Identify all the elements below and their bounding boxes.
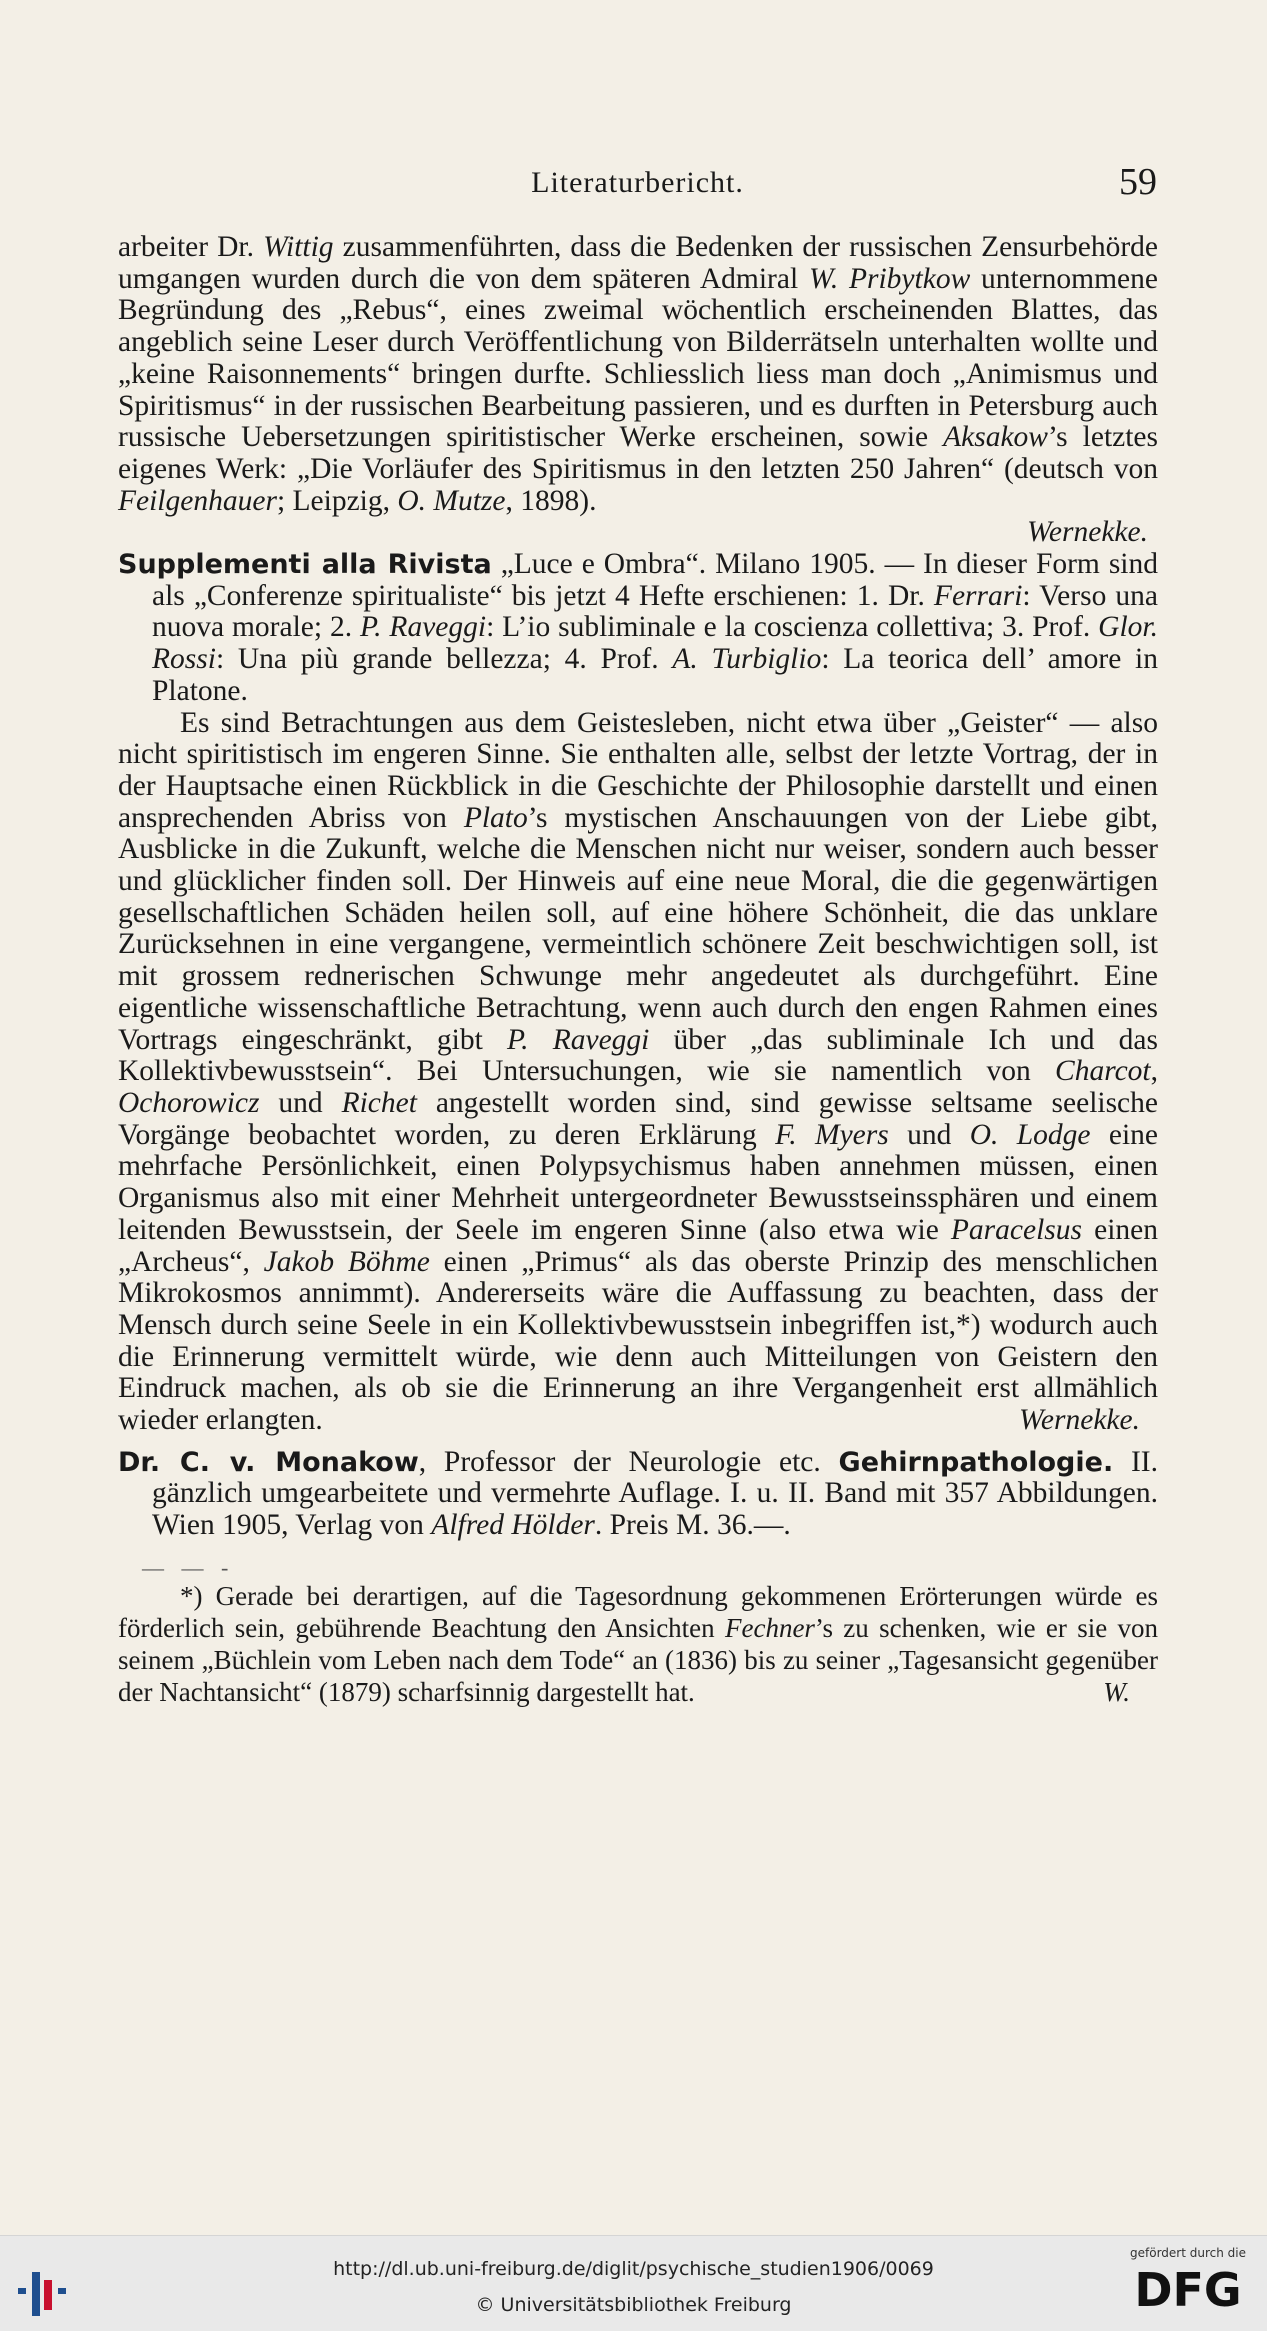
paragraph-continuation: arbeiter Dr. Wittig zusammenführten, dass die Bedenken der russischen Zensurbehörde umgangen wurden durch die von dem späteren Admiral W. Pribytkow unternommene Begründung des „Rebus“, eines zweimal wöchentlich erscheinenden Blattes, das angeblich seine Leser durch Veröffentlichung von Bilderrätseln unterhalten wollte und „keine Raisonnements“ bringen durfte. Schliesslich liess man doch „Animismus und Spiritismus“ in der russischen Bearbeitung passieren, und es durften in Petersburg auch russische Uebersetzungen spiritistischer Werke erscheinen, sowie Aksakow’s letztes eigenes Werk: „Die Vorläufer des Spiritismus in den letzten 250 Jahren“ (deutsch von Feilgenhauer; Leipzig, O. Mutze, 1898). bbox=[118, 231, 1159, 517]
reviewer-signature: Wernekke. bbox=[1027, 516, 1148, 549]
running-head: Literaturbericht. bbox=[531, 166, 744, 199]
permalink[interactable]: http://dl.ub.uni-freiburg.de/diglit/psychische_studien1906/0069 bbox=[333, 2258, 934, 2280]
dfg-logo[interactable] bbox=[1123, 2246, 1253, 2326]
separator-mark: — — - bbox=[142, 1554, 235, 1580]
review-entry-supplementi: Supplementi alla Rivista „Luce e Ombra“. Milano 1905. — In dieser Form sind als „Conferenze spiritualiste“ bis jetzt 4 Hefte erschienen: 1. Dr. Ferrari: Verso una nuova morale; 2. P. Raveggi: L’io subliminale e la coscienza collettiva; 3. Prof. Glor. Rossi: Una più grande bellezza; 4. Prof. A. Turbiglio: La teorica dell’ amore in Platone. bbox=[118, 548, 1158, 707]
page-number: 59 bbox=[1119, 161, 1157, 203]
author-name: Feilgenhauer bbox=[118, 484, 277, 517]
entry-title: Supplementi alla Rivista bbox=[118, 549, 492, 581]
copyright-notice: © Universitätsbibliothek Freiburg bbox=[475, 2294, 792, 2316]
page-header bbox=[118, 160, 1157, 210]
author-name: Aksakow bbox=[943, 421, 1048, 454]
publisher-name: O. Mutze bbox=[397, 484, 506, 517]
author-name: Wittig bbox=[263, 231, 334, 263]
body-text bbox=[118, 232, 1158, 1708]
viewer-footer bbox=[0, 2235, 1267, 2331]
dfg-logo-icon bbox=[1128, 2262, 1248, 2314]
author-name: W. Pribytkow bbox=[808, 262, 971, 295]
review-entry-monakow: Dr. C. v. Monakow, Professor der Neurologie etc. Gehirnpathologie. II. gänzlich umgearbeitete und vermehrte Auflage. I. u. II. Band mit 357 Abbildungen. Wien 1905, Verlag von Alfred Hölder. Preis M. 36.—. bbox=[118, 1445, 1158, 1542]
review-paragraph: Es sind Betrachtungen aus dem Geistesleben, nicht etwa über „Geister“ — also nicht spiritistisch im engeren Sinne. Sie enthalten alle, selbst der letzte Vortrag, der in der Hauptsache einen Rückblick in die Geschichte der Philosophie darstellt und einen ansprechenden Abriss von Plato’s mystischen Anschauungen von der Liebe gibt, Ausblicke in die Zukunft, welche die Menschen nicht nur weiser, sondern auch besser und glücklicher finden soll. Der Hinweis auf eine neue Moral, die die gegenwärtigen gesellschaftlichen Schäden heilen soll, auf eine höhere Schönheit, die das unklare Zurücksehnen in eine vergangene, vermeintlich schönere Zeit beschwichtigen soll, ist mit grossem rednerischen Schwunge mehr angedeutet als durchgeführt. Eine eigentliche wissenschaftliche Betrachtung, wenn auch durch den engen Rahmen eines Vortrags eingeschränkt, gibt P. Raveggi über „das subliminale Ich und das Kollektivbewusstsein“. Bei Untersuchungen, wie sie namentlich von Charcot, Ochorowicz und Richet angestellt worden sind, sind gewisse seltsame seelische Vorgänge beobachtet worden, zu deren Erklärung F. Myers und O. Lodge eine mehrfache Persönlichkeit, einen Polypsychismus haben annehmen müssen, einen Organismus also mit einer Mehrheit untergeordneter Bewusstseinssphären und einem leitenden Bewusstsein, der Seele im engeren Sinne (also etwa wie Paracelsus einen „Archeus“, Jakob Böhme einen „Primus“ als das oberste Prinzip des menschlichen Mikrokosmos annimmt). Andererseits wäre die Auffassung zu beachten, dass der Mensch durch seine Seele in ein Kollektivbewusstsein inbegriffen ist,*) wodurch auch die Erinnerung vermittelt würde, wie denn auch Mitteilungen von Geistern den Eindruck machen, als ob sie die Erinnerung an ihre Vergangenheit erst allmählich wieder erlangten. Wernekke. bbox=[118, 706, 1159, 1437]
entry-author: Dr. C. v. Monakow bbox=[118, 1446, 419, 1478]
dfg-caption: gefördert durch die bbox=[1130, 2246, 1246, 2260]
footnote-signature: W. bbox=[1103, 1676, 1130, 1707]
entry-title: Gehirnpathologie. bbox=[838, 1446, 1114, 1478]
footnote: *) Gerade bei derartigen, auf die Tagesordnung gekommenen Erörterungen würde es förderlich sein, gebührende Beachtung den Ansichten Fechner’s zu schenken, wie er sie von seinem „Büchlein vom Leben nach dem Tode“ an (1836) bis zu seiner „Tagesansicht gegenüber der Nachtansicht“ (1879) scharfsinnig dargestellt hat. W. bbox=[118, 1580, 1159, 1707]
dfg-logo-text: DFG bbox=[1134, 2263, 1242, 2314]
reviewer-signature: Wernekke. bbox=[1019, 1404, 1140, 1437]
